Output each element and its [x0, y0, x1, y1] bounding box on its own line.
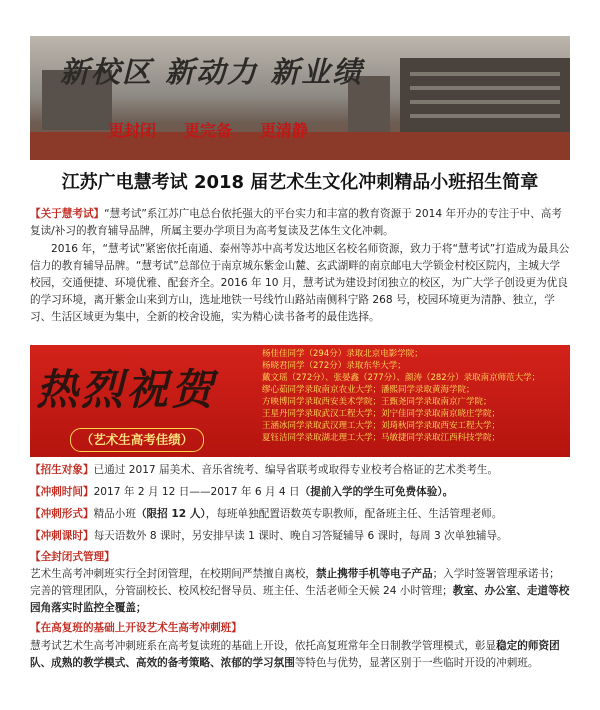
hours-text: 每天语数外 8 课时，另安排早读 1 课时、晚自习答疑辅导 6 课时，每周 3 次单独辅导。 [93, 530, 508, 542]
hours-tag: 【冲刺课时】 [30, 530, 94, 542]
subslogan-3: 更清静 [260, 121, 309, 140]
closed-monitoring: 教室、办公室、走道等校园角落实时监控全覆盖； [30, 585, 570, 614]
campus-banner [30, 36, 570, 160]
form-tag: 【冲刺形式】 [30, 508, 94, 520]
form-text-1: 精品小班 [93, 508, 136, 520]
closed-mgmt-tag-line [30, 549, 570, 566]
about-tag: 【关于慧考试】 [30, 208, 105, 220]
period-tag: 【冲刺时间】 [30, 486, 94, 498]
result-item: 杨晓君同学（272分）录取东华大学； [262, 361, 406, 371]
about-paragraph-2: 2016 年，“慧考试”紧密依托南通、泰州等苏中高考发达地区名校名师资源，致力于将“慧考试”打造成为最具公信力的教育辅导品牌。“慧考试”总部位于南京城东紫金山麓、玄武湖畔的南京邮电大学锁金村校区院内，主城大学校园，交通便捷、环境优雅、配套齐全。2016 年 10 月，慧考试为建设封闭独立的校区，为广大学子创设更为优良的学习环境，离开紫金山来到方山，选址地铁一号线竹山路站南侧科宁路 268 号，校园环境更为清静、独立，学习、生活区域更为集中，全新的校舍设施，实为精心读书备考的最佳选择。 [30, 243, 570, 323]
enroll-text: 已通过 2017 届美术、音乐省统考、编导省联考或取得专业校考合格证的艺术类考生。 [93, 464, 499, 476]
enroll-section [30, 462, 570, 479]
result-item: 缪心茹同学录取南京农业大学；潘熙同学录取黄海学院； [262, 385, 475, 395]
hours-section [30, 528, 570, 545]
period-text: 2017 年 2 月 12 日——2017 年 6 月 4 日 [93, 486, 300, 498]
result-item: 夏钰洁同学录取湖北理工大学；马敏捷同学录取江西科技学院； [262, 433, 501, 443]
period-note: （提前入学的学生可免费体验）。 [299, 486, 454, 498]
basis-text-1: 慧考试艺术生高考冲刺班系在高考复读班的基础上开设，依托高复班常年全日制教学管理模式，彰显 [30, 640, 497, 652]
closed-mgmt-text [30, 566, 570, 617]
building-right-graphic [400, 58, 570, 138]
closed-text-2: ；入学时签署管理承诺书；完善的管理团队，分管副校长、校风校纪督导员、班主任、生活老师全天候 24 小时管理； [30, 568, 560, 597]
page-title: 江苏广电慧考试 2018 届艺术生文化冲刺精品小班招生简章 [61, 172, 539, 193]
banner-subslogans [108, 118, 308, 141]
basis-tag: 【在高复班的基础上开设艺术生高考冲刺班】 [30, 622, 242, 634]
period-section [30, 484, 570, 501]
result-item: 王星丹同学录取武汉工程大学；刘宁佳同学录取南京晓庄学院； [262, 409, 501, 419]
enroll-tag: 【招生对象】 [30, 464, 94, 476]
closed-text-1: 艺术生高考冲刺班实行全封闭管理，在校期间严禁擅自离校， [30, 568, 317, 580]
basis-text [30, 638, 570, 672]
closed-phone-rule: 禁止携带手机等电子产品 [316, 568, 433, 580]
results-badge: （艺术生高考佳绩） [70, 428, 204, 452]
result-item: 方映博同学录取西安美术学院；王甄尧同学录取南京广学院； [262, 397, 492, 407]
closed-mgmt-tag: 【全封闭式管理】 [30, 551, 115, 563]
basis-tag-line [30, 620, 570, 637]
result-item: 戴文瑶（272分）、张晏鑫（277分）、颜涛（282分）录取南京师范大学； [262, 373, 541, 383]
about-section [30, 206, 570, 240]
form-limit: （限招 12 人） [135, 508, 206, 520]
congrats-calligraphy: 热烈祝贺 [36, 365, 217, 414]
subslogan-1: 更封闭 [108, 121, 157, 140]
basis-text-2: 等特色与优势，显著区别于一些临时开设的冲刺班。 [294, 657, 539, 669]
about-paragraph-1: “慧考试”系江苏广电总台依托强大的平台实力和丰富的教育资源于 2014 年开办的专注于中、高考复读/补习的教育辅导品牌，所属主要办学项目为高考复读及艺体生文化冲刺。 [30, 208, 562, 237]
basis-strengths: 稳定的师资团队、成熟的教学模式、高效的备考策略、浓郁的学习氛围 [30, 640, 560, 669]
subslogan-2: 更完备 [184, 121, 233, 140]
form-text-2: ，每班单独配置语数英专职教师，配备班主任、生活管理老师。 [205, 508, 503, 520]
result-item: 杨佳佳同学（294分）录取北京电影学院； [262, 349, 423, 359]
results-list [262, 348, 568, 444]
banner-slogan: 新校区 新动力 新业绩 [60, 55, 364, 89]
result-item: 王涵冰同学录取武汉理工大学；刘琦秋同学录取西安工程大学； [262, 421, 501, 431]
results-promo-panel [30, 345, 570, 457]
form-section [30, 506, 570, 523]
